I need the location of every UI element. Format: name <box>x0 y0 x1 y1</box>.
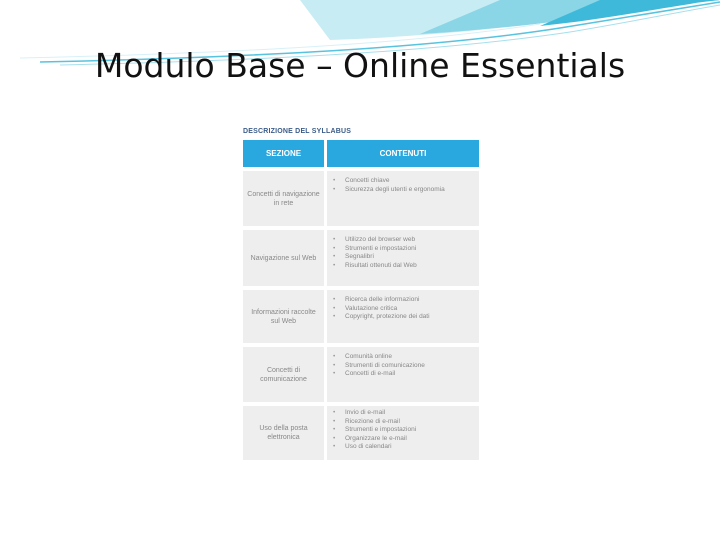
list-item: • Concetti chiave <box>333 177 473 186</box>
list-item: • Copyright, protezione dei dati <box>333 313 473 322</box>
list-item: • Strumenti e impostazioni <box>333 426 473 435</box>
list-item: • Concetti di e-mail <box>333 370 473 379</box>
section-cell: Navigazione sul Web <box>243 230 324 286</box>
list-item: • Ricezione di e-mail <box>333 418 473 427</box>
list-item: • Strumenti e impostazioni <box>333 245 473 254</box>
column-header-content: CONTENUTI <box>327 140 479 167</box>
list-item: • Strumenti di comunicazione <box>333 362 473 371</box>
table-row <box>243 347 479 402</box>
list-item: • Utilizzo del browser web <box>333 236 473 245</box>
list-item: • Organizzare le e-mail <box>333 435 473 444</box>
section-cell: Informazioni raccolte sul Web <box>243 290 324 343</box>
list-item: • Ricerca delle informazioni <box>333 296 473 305</box>
list-item: • Segnalibri <box>333 253 473 262</box>
section-cell: Uso della posta elettronica <box>243 406 324 460</box>
table-row <box>243 406 479 460</box>
content-cell <box>327 230 479 286</box>
section-cell: Concetti di navigazione in rete <box>243 171 324 226</box>
content-cell <box>327 347 479 402</box>
list-item: • Invio di e-mail <box>333 409 473 418</box>
table-row <box>243 230 479 286</box>
content-cell <box>327 406 479 460</box>
list-item: • Comunità online <box>333 353 473 362</box>
syllabus-table <box>243 128 479 464</box>
content-cell <box>327 171 479 226</box>
list-item: • Sicurezza degli utenti e ergonomia <box>333 186 473 195</box>
table-row <box>243 171 479 226</box>
table-header-row <box>243 140 479 167</box>
slide-title: Modulo Base – Online Essentials <box>94 46 626 85</box>
list-item: • Risultati ottenuti dal Web <box>333 262 473 271</box>
content-cell <box>327 290 479 343</box>
table-row <box>243 290 479 343</box>
list-item: • Valutazione critica <box>333 305 473 314</box>
column-header-section: SEZIONE <box>243 140 324 167</box>
list-item: • Uso di calendari <box>333 443 473 452</box>
syllabus-heading: DESCRIZIONE DEL SYLLABUS <box>243 128 352 135</box>
section-cell: Concetti di comunicazione <box>243 347 324 402</box>
